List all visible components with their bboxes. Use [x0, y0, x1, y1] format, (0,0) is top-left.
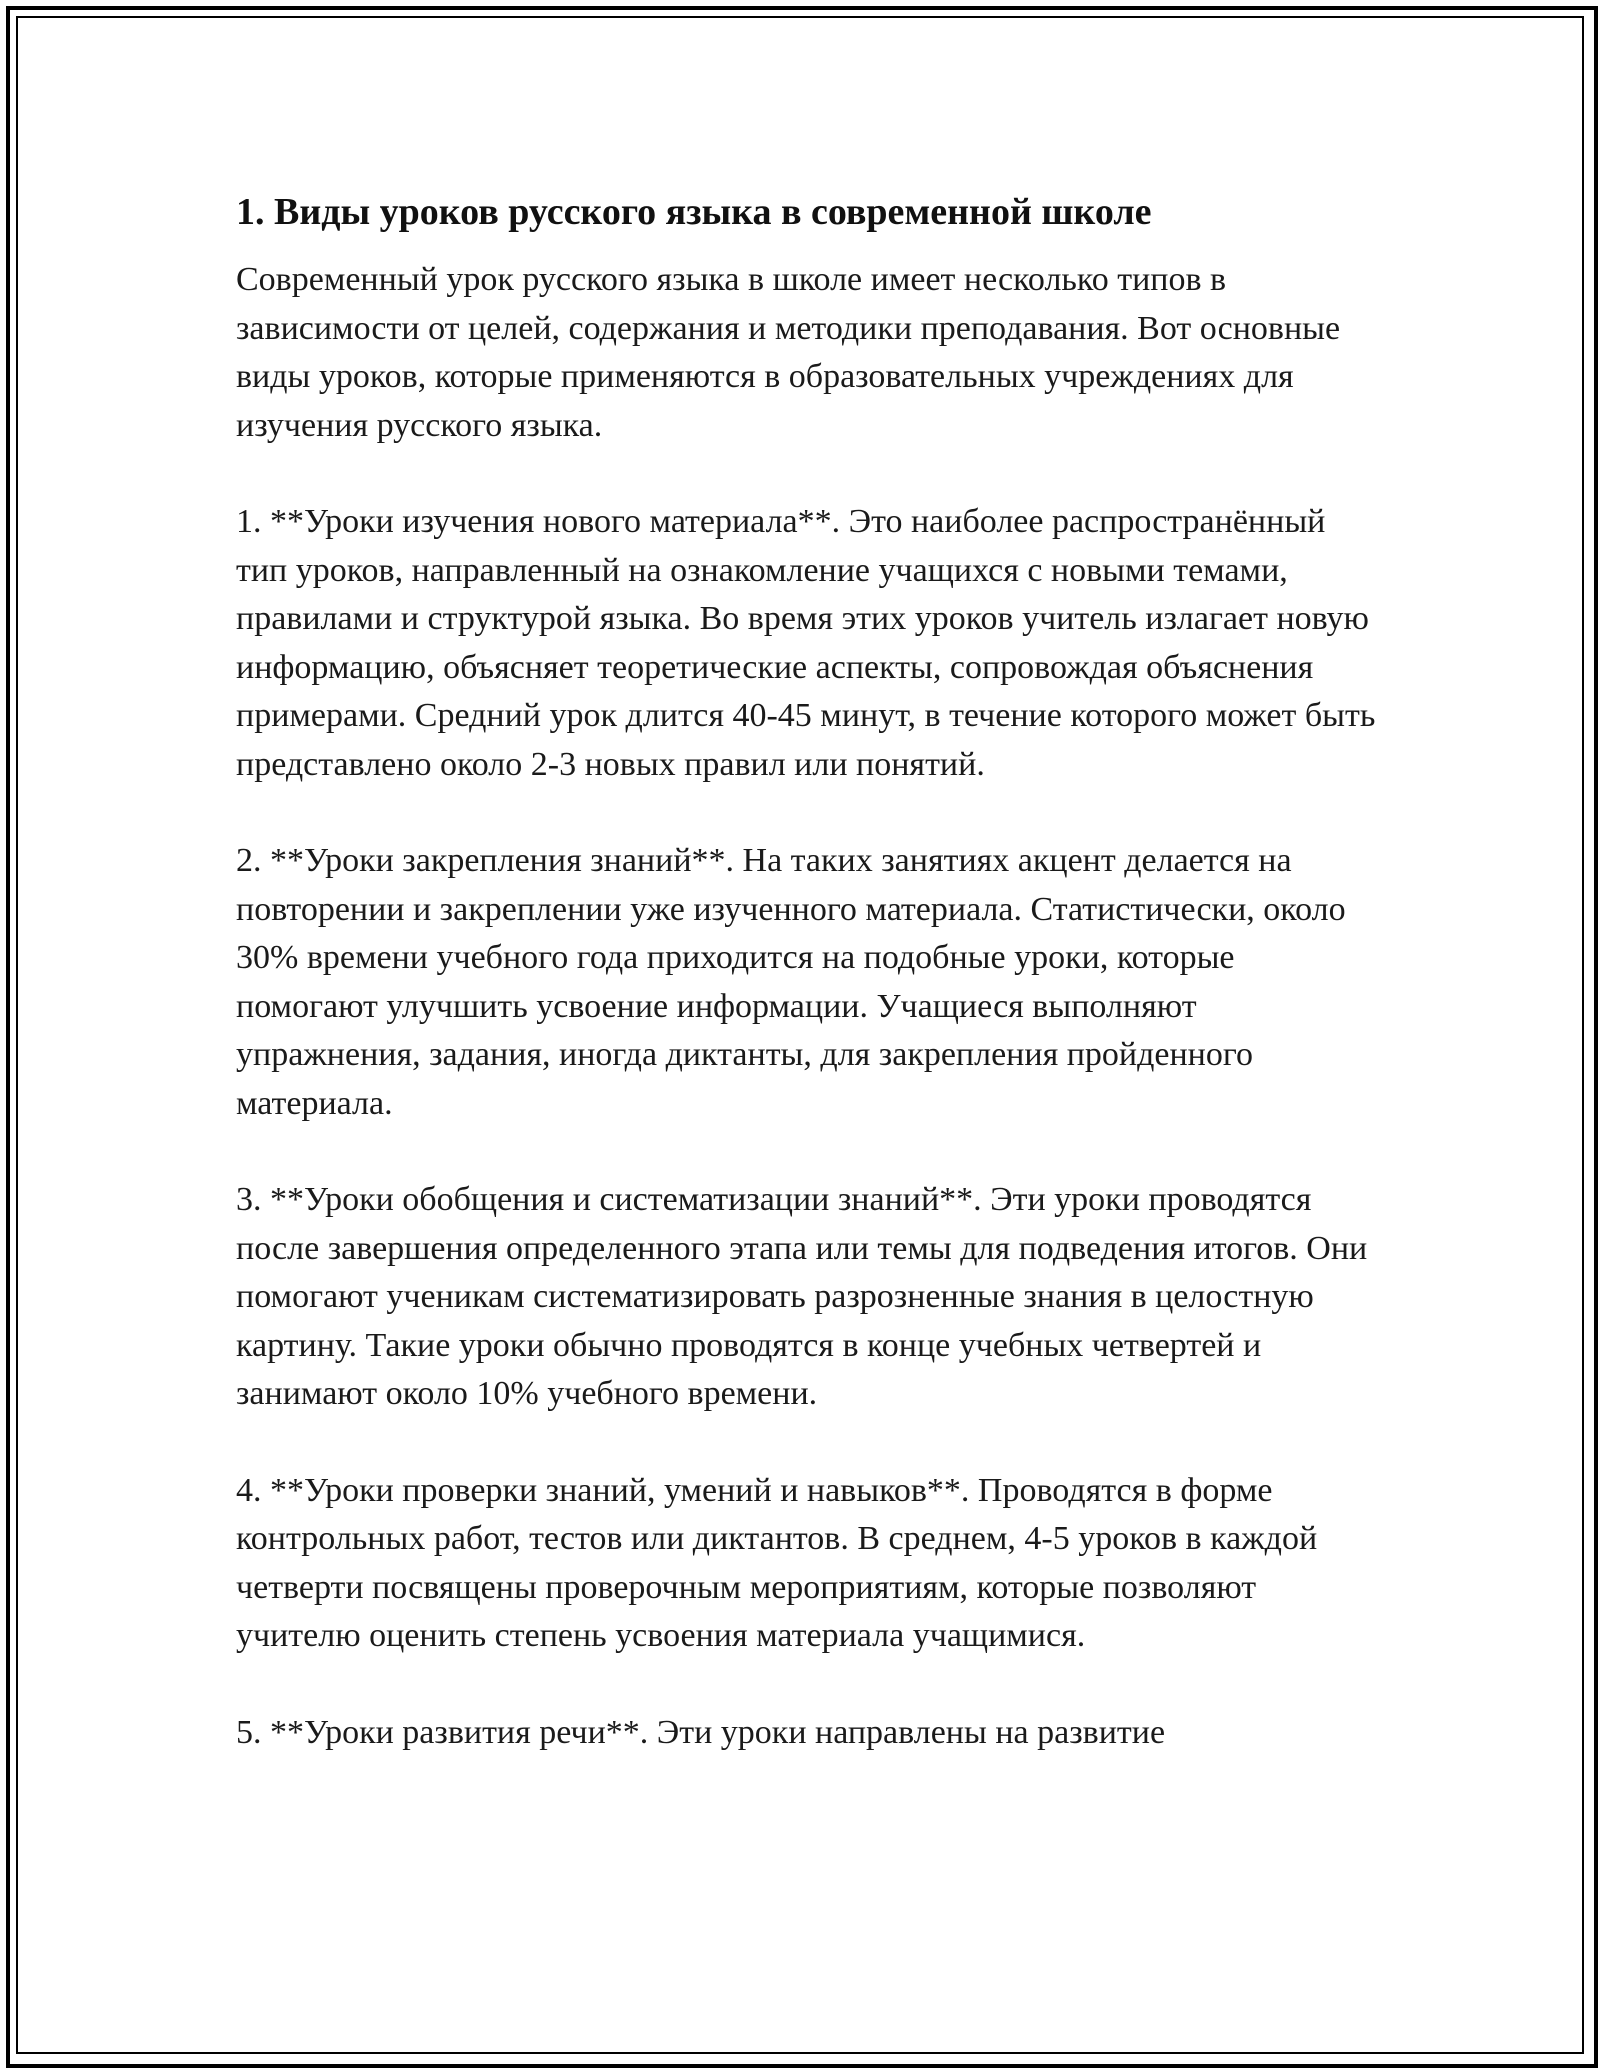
- document-body: [236, 186, 1376, 1805]
- list-item: 4. **Уроки проверки знаний, умений и навыков**. Проводятся в форме контрольных работ, тестов или диктантов. В среднем, 4-5 уроков в каждой четверти посвящены проверочным мероприятиям, которые позволяют учителю оценить степень усвоения материала учащимися.: [236, 1471, 1318, 1654]
- list-item: 1. **Уроки изучения нового материала**. Это наиболее распространённый тип уроков, направленный на ознакомление учащихся с новыми темами, правилами и структурой языка. Во время этих уроков учитель излагает новую информацию, объясняет теоретические аспекты, сопровождая объяснения примерами. Средний урок длится 40-45 минут, в течение которого может быть представлено около 2-3 новых правил или понятий.: [236, 503, 1376, 783]
- intro-paragraph: Современный урок русского языка в школе имеет несколько типов в зависимости от целей, содержания и методики преподавания. Вот основные виды уроков, которые применяются в образовательных учреждениях для изучения русского языка.: [236, 261, 1341, 444]
- document-title: 1. Виды уроков русского языка в современной школе: [236, 191, 1152, 233]
- list-item: 5. **Уроки развития речи**. Эти уроки направлены на развитие: [236, 1713, 1166, 1751]
- list-item: 2. **Уроки закрепления знаний**. На таких занятиях акцент делается на повторении и закреплении уже изученного материала. Статистически, около 30% времени учебного года приходится на подобные уроки, которые помогают улучшить усвоение информации. Учащиеся выполняют упражнения, задания, иногда диктанты, для закрепления пройденного материала.: [236, 842, 1346, 1122]
- list-item: 3. **Уроки обобщения и систематизации знаний**. Эти уроки проводятся после завершения определенного этапа или темы для подведения итогов. Они помогают ученикам систематизировать разрозненные знания в целостную картину. Такие уроки обычно проводятся в конце учебных четвертей и занимают около 10% учебного времени.: [236, 1181, 1368, 1412]
